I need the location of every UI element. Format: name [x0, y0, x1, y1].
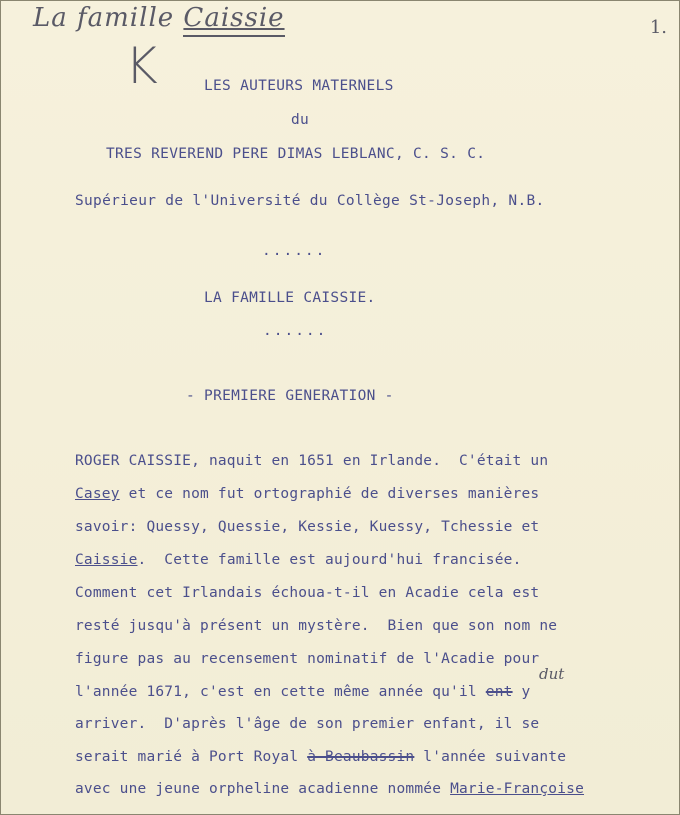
body-text: et ce nom fut ortographié de diverses manières [119, 486, 540, 502]
body-text: l'année suivante [414, 749, 567, 765]
body-text: avec une jeune orpheline acadienne nommée [75, 781, 451, 797]
struck-word: ent [485, 684, 513, 700]
body-text: y [512, 684, 531, 700]
body-line-6: resté jusqu'à présent un mystère. Bien que son nom ne [75, 618, 558, 634]
body-line-4 [75, 552, 522, 568]
struck-words: à Beaubassin [307, 749, 415, 765]
handwritten-title [33, 3, 285, 33]
underlined-word: Caissie [75, 552, 138, 568]
heading-line-3: TRES REVEREND PERE DIMAS LEBLANC, C. S. C. [106, 146, 486, 162]
body-line-11 [75, 781, 584, 797]
heading-line-2: du [291, 112, 310, 128]
heading-line-4: Supérieur de l'Université du Collège St-Joseph, N.B. [75, 193, 545, 209]
heading-line-1: LES AUTEURS MATERNELS [204, 78, 394, 94]
separator-dots-2: ...... [263, 323, 328, 339]
section-title: LA FAMILLE CAISSIE. [204, 290, 376, 306]
underlined-name: Marie-Françoise [450, 781, 585, 797]
body-text: l'année 1671, c'est en cette même année qu'il [75, 684, 486, 700]
body-line-9: arriver. D'après l'âge de son premier enfant, il se [75, 716, 540, 732]
body-line-2 [75, 486, 539, 502]
body-text: . Cette famille est aujourd'hui francisée. [137, 552, 522, 568]
body-line-5: Comment cet Irlandais échoua-t-il en Acadie cela est [75, 585, 540, 601]
handwritten-mark: K [125, 37, 158, 95]
body-line-10 [75, 749, 566, 765]
separator-dots-1: ...... [262, 243, 327, 259]
handwritten-insertion: dut [539, 665, 565, 683]
page-number: 1. [649, 17, 667, 38]
handwritten-title-name: Caissie [183, 3, 284, 37]
body-text: serait marié à Port Royal [75, 749, 308, 765]
body-line-3: savoir: Quessy, Quessie, Kessie, Kuessy, Tchessie et [75, 519, 540, 535]
generation-heading: - PREMIERE GENERATION - [186, 388, 394, 404]
body-line-1: ROGER CAISSIE, naquit en 1651 en Irlande. C'était un [75, 453, 549, 469]
handwritten-title-prefix: La famille [33, 3, 175, 33]
body-line-7: figure pas au recensement nominatif de l'Acadie pour [75, 651, 540, 667]
body-line-8 [75, 684, 530, 700]
underlined-word: Casey [75, 486, 120, 502]
